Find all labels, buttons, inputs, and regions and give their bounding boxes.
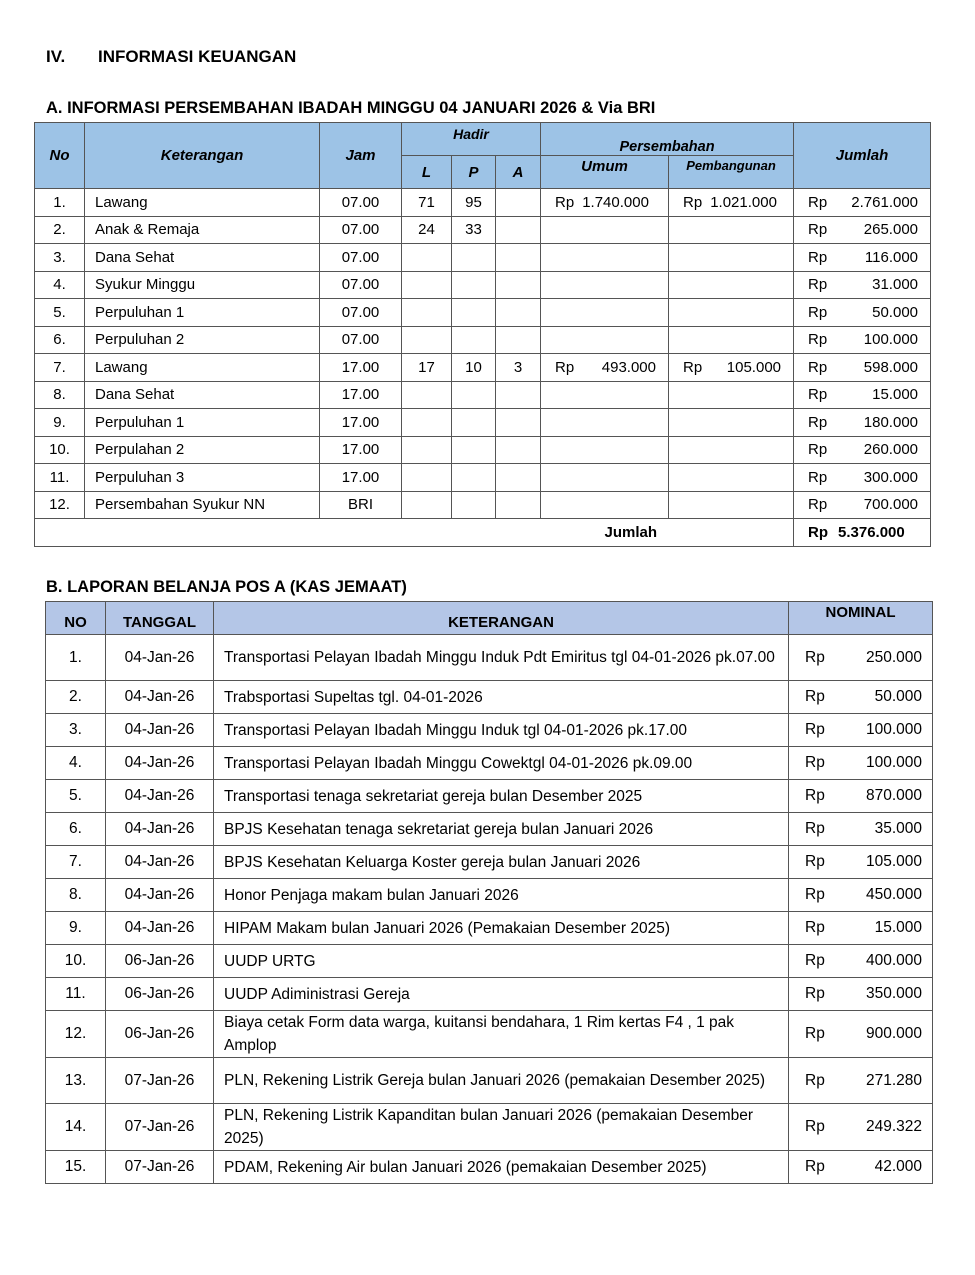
table-row xyxy=(46,747,933,780)
header-a: A xyxy=(496,156,541,189)
cell-umum xyxy=(541,436,669,464)
cell-no: 5. xyxy=(46,780,106,813)
currency: Rp xyxy=(805,1025,825,1042)
cell-no: 13. xyxy=(46,1058,106,1104)
cell-nominal xyxy=(789,879,933,912)
table-row xyxy=(46,681,933,714)
cell-tanggal: 04-Jan-26 xyxy=(106,879,214,912)
amount: 450.000 xyxy=(865,886,922,903)
section-title: INFORMASI KEUANGAN xyxy=(98,47,297,66)
cell-p: 95 xyxy=(452,189,496,217)
cell-no: 1. xyxy=(35,189,85,217)
table-row xyxy=(35,491,931,519)
cell-jam: 07.00 xyxy=(320,299,402,327)
cell-pembangunan xyxy=(669,464,794,492)
currency: Rp xyxy=(805,919,825,936)
cell-no: 9. xyxy=(46,912,106,945)
cell-jumlah xyxy=(794,381,931,409)
table-row xyxy=(46,978,933,1011)
currency: Rp xyxy=(808,386,828,404)
cell-no: 9. xyxy=(35,409,85,437)
cell-umum xyxy=(541,381,669,409)
header-umum: Umum xyxy=(541,156,669,189)
cell-keterangan: Perpulahan 2 xyxy=(85,436,320,464)
amount: 249.322 xyxy=(865,1118,922,1135)
cell-l xyxy=(402,464,452,492)
table-row xyxy=(46,945,933,978)
cell-nominal xyxy=(789,747,933,780)
cell-jam: 17.00 xyxy=(320,354,402,382)
cell-umum xyxy=(541,216,669,244)
cell-no: 3. xyxy=(35,244,85,272)
cell-umum xyxy=(541,491,669,519)
cell-pembangunan xyxy=(669,271,794,299)
amount: 15.000 xyxy=(872,386,919,404)
amount: 100.000 xyxy=(863,331,919,349)
cell-p xyxy=(452,326,496,354)
cell-pembangunan xyxy=(669,491,794,519)
cell-pembangunan xyxy=(669,189,794,217)
cell-a xyxy=(496,216,541,244)
cell-keterangan: Transportasi Pelayan Ibadah Minggu Induk Pdt Emiritus tgl 04-01-2026 pk.07.00 xyxy=(214,635,789,681)
cell-nominal xyxy=(789,635,933,681)
cell-jumlah xyxy=(794,299,931,327)
table-row xyxy=(46,714,933,747)
cell-umum xyxy=(541,271,669,299)
total-row xyxy=(35,519,931,547)
cell-jumlah xyxy=(794,464,931,492)
cell-keterangan: Anak & Remaja xyxy=(85,216,320,244)
cell-jam: 17.00 xyxy=(320,436,402,464)
cell-l xyxy=(402,491,452,519)
currency: Rp xyxy=(805,886,825,903)
cell-tanggal: 04-Jan-26 xyxy=(106,813,214,846)
currency: Rp xyxy=(808,331,828,349)
cell-umum xyxy=(541,326,669,354)
cell-keterangan: PLN, Rekening Listrik Gereja bulan Januari 2026 (pemakaian Desember 2025) xyxy=(214,1058,789,1104)
currency: Rp xyxy=(808,221,828,239)
cell-p xyxy=(452,299,496,327)
cell-jumlah xyxy=(794,436,931,464)
header-no: No xyxy=(35,123,85,189)
amount: 100.000 xyxy=(865,721,922,738)
cell-no: 8. xyxy=(35,381,85,409)
section-heading xyxy=(46,47,296,67)
currency: Rp xyxy=(808,441,828,459)
cell-jumlah xyxy=(794,244,931,272)
cell-a xyxy=(496,464,541,492)
cell-nominal xyxy=(789,1104,933,1151)
currency: Rp xyxy=(555,193,575,211)
cell-p xyxy=(452,464,496,492)
amount: 400.000 xyxy=(865,952,922,969)
table-row xyxy=(35,326,931,354)
currency: Rp xyxy=(805,1071,825,1089)
cell-p xyxy=(452,491,496,519)
cell-keterangan: Lawang xyxy=(85,354,320,382)
amount: 1.021.000 xyxy=(710,193,777,211)
cell-a: 3 xyxy=(496,354,541,382)
amount: 271.280 xyxy=(865,1071,922,1089)
cell-l: 24 xyxy=(402,216,452,244)
cell-a xyxy=(496,436,541,464)
currency: Rp xyxy=(683,193,703,211)
table-row xyxy=(35,354,931,382)
cell-a xyxy=(496,244,541,272)
cell-no: 11. xyxy=(35,464,85,492)
currency: Rp xyxy=(808,413,828,431)
amount: 50.000 xyxy=(874,688,922,705)
currency: Rp xyxy=(555,358,575,376)
cell-l xyxy=(402,436,452,464)
cell-no: 10. xyxy=(35,436,85,464)
cell-nominal xyxy=(789,1011,933,1058)
cell-keterangan: Honor Penjaga makam bulan Januari 2026 xyxy=(214,879,789,912)
cell-keterangan: Transportasi Pelayan Ibadah Minggu Induk tgl 04-01-2026 pk.17.00 xyxy=(214,714,789,747)
cell-tanggal: 04-Jan-26 xyxy=(106,747,214,780)
currency: Rp xyxy=(808,496,828,514)
cell-tanggal: 04-Jan-26 xyxy=(106,912,214,945)
cell-l xyxy=(402,271,452,299)
cell-no: 11. xyxy=(46,978,106,1011)
amount: 250.000 xyxy=(865,648,922,666)
table-row xyxy=(46,780,933,813)
cell-keterangan: Biaya cetak Form data warga, kuitansi bendahara, 1 Rim kertas F4 , 1 pak Amplop xyxy=(214,1011,789,1058)
cell-l: 17 xyxy=(402,354,452,382)
cell-jam: 07.00 xyxy=(320,189,402,217)
amount: 493.000 xyxy=(601,358,656,376)
cell-a xyxy=(496,326,541,354)
cell-keterangan: UUDP Adiministrasi Gereja xyxy=(214,978,789,1011)
cell-no: 1. xyxy=(46,635,106,681)
table-row xyxy=(35,189,931,217)
cell-no: 7. xyxy=(46,846,106,879)
amount: 35.000 xyxy=(874,820,922,837)
cell-no: 4. xyxy=(35,271,85,299)
currency: Rp xyxy=(805,787,825,804)
cell-no: 3. xyxy=(46,714,106,747)
cell-jumlah xyxy=(794,491,931,519)
cell-no: 6. xyxy=(35,326,85,354)
header-keterangan: KETERANGAN xyxy=(214,602,789,635)
cell-no: 12. xyxy=(35,491,85,519)
cell-jumlah xyxy=(794,409,931,437)
cell-pembangunan xyxy=(669,216,794,244)
cell-umum xyxy=(541,299,669,327)
cell-keterangan: Persembahan Syukur NN xyxy=(85,491,320,519)
part-a-title: A. INFORMASI PERSEMBAHAN IBADAH MINGGU 04 JANUARI 2026 & Via BRI xyxy=(46,99,656,117)
cell-keterangan: BPJS Kesehatan Keluarga Koster gereja bulan Januari 2026 xyxy=(214,846,789,879)
total-value xyxy=(794,519,931,547)
table-row xyxy=(35,381,931,409)
cell-nominal xyxy=(789,1151,933,1184)
cell-jumlah xyxy=(794,189,931,217)
table-row xyxy=(46,912,933,945)
currency: Rp xyxy=(805,1158,825,1175)
cell-l xyxy=(402,244,452,272)
currency: Rp xyxy=(805,648,825,666)
cell-tanggal: 04-Jan-26 xyxy=(106,714,214,747)
cell-keterangan: Trabsportasi Supeltas tgl. 04-01-2026 xyxy=(214,681,789,714)
header-keterangan: Keterangan xyxy=(85,123,320,189)
currency: Rp xyxy=(808,358,828,376)
currency: Rp xyxy=(805,754,825,771)
amount: 50.000 xyxy=(872,303,919,321)
cell-umum xyxy=(541,244,669,272)
amount: 2.761.000 xyxy=(851,193,919,211)
cell-p xyxy=(452,271,496,299)
cell-tanggal: 07-Jan-26 xyxy=(106,1104,214,1151)
cell-keterangan: HIPAM Makam bulan Januari 2026 (Pemakaian Desember 2025) xyxy=(214,912,789,945)
cell-keterangan: BPJS Kesehatan tenaga sekretariat gereja bulan Januari 2026 xyxy=(214,813,789,846)
table-row xyxy=(46,1151,933,1184)
cell-keterangan: Perpuluhan 2 xyxy=(85,326,320,354)
cell-keterangan: Perpuluhan 3 xyxy=(85,464,320,492)
cell-umum xyxy=(541,354,669,382)
currency: Rp xyxy=(808,468,828,486)
table-row xyxy=(35,464,931,492)
cell-nominal xyxy=(789,780,933,813)
amount: 900.000 xyxy=(865,1025,922,1042)
table-row xyxy=(46,1058,933,1104)
cell-jam: 17.00 xyxy=(320,464,402,492)
cell-no: 2. xyxy=(46,681,106,714)
cell-pembangunan xyxy=(669,381,794,409)
header-jumlah: Jumlah xyxy=(794,123,931,189)
total-currency: Rp xyxy=(808,524,829,541)
cell-pembangunan xyxy=(669,326,794,354)
cell-tanggal: 07-Jan-26 xyxy=(106,1151,214,1184)
cell-no: 10. xyxy=(46,945,106,978)
cell-jam: 17.00 xyxy=(320,409,402,437)
cell-no: 14. xyxy=(46,1104,106,1151)
amount: 260.000 xyxy=(863,441,919,459)
cell-a xyxy=(496,491,541,519)
cell-nominal xyxy=(789,945,933,978)
cell-nominal xyxy=(789,714,933,747)
cell-tanggal: 04-Jan-26 xyxy=(106,846,214,879)
header-no: NO xyxy=(46,602,106,635)
cell-jumlah xyxy=(794,216,931,244)
header-l: L xyxy=(402,156,452,189)
table-row xyxy=(35,244,931,272)
header-hadir: Hadir xyxy=(402,123,541,156)
cell-tanggal: 04-Jan-26 xyxy=(106,635,214,681)
currency: Rp xyxy=(808,303,828,321)
cell-l xyxy=(402,299,452,327)
cell-nominal xyxy=(789,846,933,879)
cell-nominal xyxy=(789,813,933,846)
cell-l xyxy=(402,381,452,409)
cell-jam: 07.00 xyxy=(320,326,402,354)
cell-p: 10 xyxy=(452,354,496,382)
currency: Rp xyxy=(808,248,828,266)
table-row xyxy=(46,813,933,846)
cell-keterangan: Dana Sehat xyxy=(85,244,320,272)
table-row xyxy=(46,1011,933,1058)
cell-keterangan: Perpuluhan 1 xyxy=(85,299,320,327)
cell-p xyxy=(452,409,496,437)
cell-umum xyxy=(541,189,669,217)
cell-pembangunan xyxy=(669,354,794,382)
cell-tanggal: 07-Jan-26 xyxy=(106,1058,214,1104)
cell-no: 7. xyxy=(35,354,85,382)
currency: Rp xyxy=(805,853,825,870)
cell-p xyxy=(452,244,496,272)
cell-no: 6. xyxy=(46,813,106,846)
header-persembahan: Persembahan xyxy=(541,123,794,156)
cell-tanggal: 06-Jan-26 xyxy=(106,978,214,1011)
amount: 116.000 xyxy=(864,248,919,266)
cell-a xyxy=(496,189,541,217)
currency: Rp xyxy=(805,820,825,837)
cell-jumlah xyxy=(794,354,931,382)
cell-pembangunan xyxy=(669,436,794,464)
cell-jumlah xyxy=(794,271,931,299)
cell-no: 5. xyxy=(35,299,85,327)
header-nominal: NOMINAL xyxy=(789,602,933,635)
table-row xyxy=(35,409,931,437)
amount: 180.000 xyxy=(863,413,919,431)
table-row xyxy=(46,635,933,681)
header-pembangunan: Pembangunan xyxy=(669,156,794,189)
cell-jam: 07.00 xyxy=(320,216,402,244)
amount: 598.000 xyxy=(863,358,919,376)
amount: 700.000 xyxy=(863,496,919,514)
cell-tanggal: 04-Jan-26 xyxy=(106,681,214,714)
cell-p: 33 xyxy=(452,216,496,244)
cell-pembangunan xyxy=(669,244,794,272)
cell-jam: 07.00 xyxy=(320,244,402,272)
cell-no: 2. xyxy=(35,216,85,244)
table-row xyxy=(35,436,931,464)
amount: 870.000 xyxy=(865,787,922,804)
cell-umum xyxy=(541,409,669,437)
amount: 300.000 xyxy=(863,468,919,486)
currency: Rp xyxy=(805,952,825,969)
amount: 42.000 xyxy=(874,1158,922,1175)
cell-keterangan: Transportasi Pelayan Ibadah Minggu Cowektgl 04-01-2026 pk.09.00 xyxy=(214,747,789,780)
cell-keterangan: Syukur Minggu xyxy=(85,271,320,299)
total-amount: 5.376.000 xyxy=(838,524,905,541)
table-row xyxy=(35,216,931,244)
amount: 100.000 xyxy=(865,754,922,771)
currency: Rp xyxy=(805,721,825,738)
table-row xyxy=(35,271,931,299)
cell-nominal xyxy=(789,1058,933,1104)
cell-a xyxy=(496,409,541,437)
cell-no: 4. xyxy=(46,747,106,780)
cell-l xyxy=(402,409,452,437)
cell-umum xyxy=(541,464,669,492)
cell-l: 71 xyxy=(402,189,452,217)
cell-jam: 07.00 xyxy=(320,271,402,299)
offering-table xyxy=(34,122,931,547)
amount: 265.000 xyxy=(863,221,919,239)
cell-l xyxy=(402,326,452,354)
amount: 15.000 xyxy=(874,919,922,936)
section-number: IV. xyxy=(46,47,66,66)
expense-table xyxy=(45,601,933,1184)
table-row xyxy=(46,1104,933,1151)
cell-jam: BRI xyxy=(320,491,402,519)
amount: 105.000 xyxy=(865,853,922,870)
amount: 105.000 xyxy=(726,358,782,376)
cell-keterangan: Lawang xyxy=(85,189,320,217)
cell-no: 8. xyxy=(46,879,106,912)
cell-p xyxy=(452,381,496,409)
cell-nominal xyxy=(789,681,933,714)
amount: 350.000 xyxy=(865,985,922,1002)
cell-keterangan: Dana Sehat xyxy=(85,381,320,409)
cell-p xyxy=(452,436,496,464)
cell-a xyxy=(496,381,541,409)
header-tanggal: TANGGAL xyxy=(106,602,214,635)
cell-tanggal: 06-Jan-26 xyxy=(106,1011,214,1058)
header-p: P xyxy=(452,156,496,189)
header-jam: Jam xyxy=(320,123,402,189)
table-row xyxy=(46,879,933,912)
cell-keterangan: PLN, Rekening Listrik Kapanditan bulan Januari 2026 (pemakaian Desember 2025) xyxy=(214,1104,789,1151)
cell-jam: 17.00 xyxy=(320,381,402,409)
total-label: Jumlah xyxy=(35,519,794,547)
currency: Rp xyxy=(808,276,828,294)
table-row xyxy=(35,299,931,327)
cell-nominal xyxy=(789,912,933,945)
cell-no: 12. xyxy=(46,1011,106,1058)
cell-tanggal: 04-Jan-26 xyxy=(106,780,214,813)
cell-keterangan: PDAM, Rekening Air bulan Januari 2026 (pemakaian Desember 2025) xyxy=(214,1151,789,1184)
currency: Rp xyxy=(805,1118,825,1135)
cell-jumlah xyxy=(794,326,931,354)
cell-keterangan: Transportasi tenaga sekretariat gereja bulan Desember 2025 xyxy=(214,780,789,813)
cell-keterangan: UUDP URTG xyxy=(214,945,789,978)
cell-tanggal: 06-Jan-26 xyxy=(106,945,214,978)
currency: Rp xyxy=(808,193,828,211)
cell-a xyxy=(496,299,541,327)
part-b-title: B. LAPORAN BELANJA POS A (KAS JEMAAT) xyxy=(46,578,407,596)
amount: 31.000 xyxy=(872,276,919,294)
cell-pembangunan xyxy=(669,409,794,437)
cell-a xyxy=(496,271,541,299)
cell-pembangunan xyxy=(669,299,794,327)
currency: Rp xyxy=(683,358,703,376)
cell-no: 15. xyxy=(46,1151,106,1184)
cell-nominal xyxy=(789,978,933,1011)
amount: 1.740.000 xyxy=(582,193,649,211)
cell-keterangan: Perpuluhan 1 xyxy=(85,409,320,437)
currency: Rp xyxy=(805,688,825,705)
currency: Rp xyxy=(805,985,825,1002)
table-row xyxy=(46,846,933,879)
